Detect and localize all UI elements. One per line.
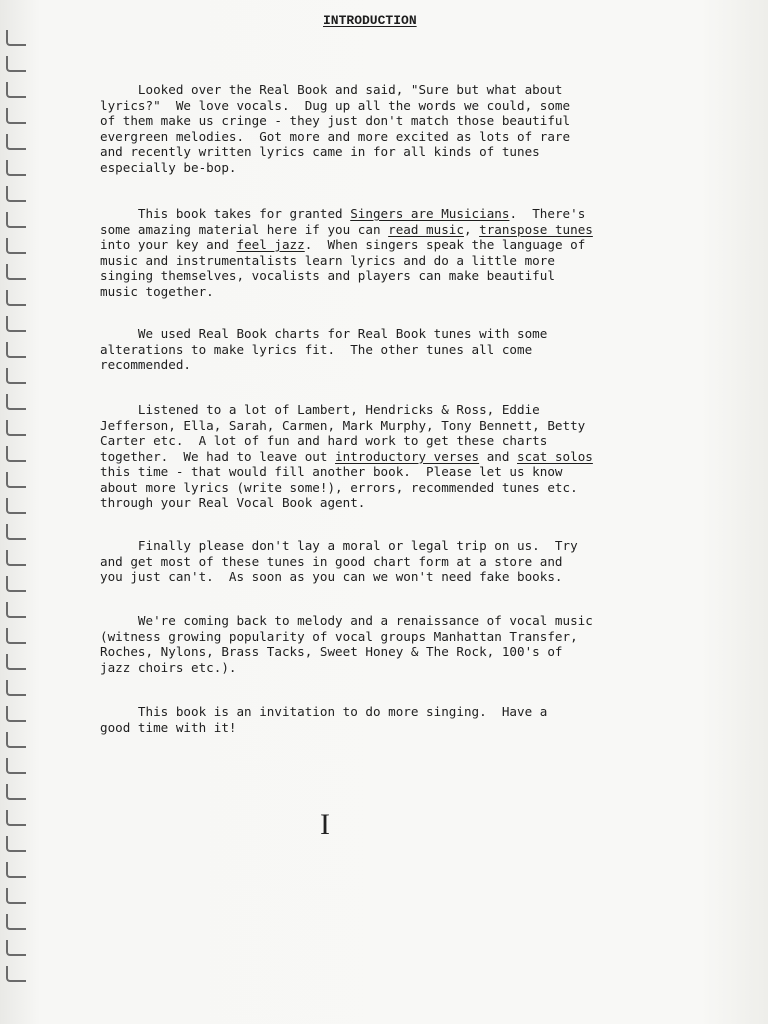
binding-ring	[6, 108, 26, 124]
underlined-phrase: feel jazz	[236, 237, 305, 252]
binding-ring	[6, 758, 26, 774]
underlined-phrase: Singers are Musicians	[350, 206, 510, 221]
binding-ring	[6, 706, 26, 722]
binding-ring	[6, 186, 26, 202]
binding-ring	[6, 524, 26, 540]
paragraph-7: This book is an invitation to do more singing. Have a good time with it!	[100, 704, 548, 735]
binding-ring	[6, 472, 26, 488]
binding-ring	[6, 316, 26, 332]
binding-ring	[6, 784, 26, 800]
binding-ring	[6, 732, 26, 748]
binding-ring	[6, 264, 26, 280]
underlined-phrase: introductory verses	[335, 448, 480, 464]
binding-ring	[6, 940, 26, 956]
paragraph-4: Listened to a lot of Lambert, Hendricks & Ross, Eddie Jefferson, Ella, Sarah, Carmen, Mark Murphy, Tony Bennett, Betty Carter etc. A lot of fun and hard work to get these charts together. We had to leave out introductory verses and scat solos this time - that would fill another book. Please let us know about more lyrics (write some!), errors, recommended tunes etc. through your Real Vocal Book agent.	[100, 402, 593, 510]
binding-ring	[6, 602, 26, 618]
binding-ring	[6, 82, 26, 98]
binding-ring	[6, 134, 26, 150]
binding-ring	[6, 420, 26, 436]
binding-ring	[6, 914, 26, 930]
binding-ring	[6, 290, 26, 306]
binding-ring	[6, 238, 26, 254]
underlined-phrase: read music	[388, 221, 464, 237]
page-title: INTRODUCTION	[323, 13, 417, 28]
binding-ring	[6, 30, 26, 46]
page-mark: I	[320, 808, 330, 841]
binding-ring	[6, 862, 26, 878]
binding-ring	[6, 160, 26, 176]
binding-ring	[6, 836, 26, 852]
spiral-binding	[0, 0, 34, 1024]
binding-ring	[6, 654, 26, 670]
paragraph-6: We're coming back to melody and a renaissance of vocal music (witness growing popularity of vocal groups Manhattan Transfer, Roches, Nylons, Brass Tacks, Sweet Honey & The Rock, 100's of jazz choirs etc.).	[100, 613, 593, 675]
binding-ring	[6, 212, 26, 228]
paragraph-2: This book takes for granted Singers are Musicians. There's some amazing material here if you can read music, transpose tunes into your key and feel jazz. When singers speak the language of music and instrumentalists learn lyrics and do a little more singing themselves, vocalists and players can make beautiful music together.	[100, 206, 593, 299]
underlined-phrase: scat solos	[517, 448, 593, 464]
paragraph-1: Looked over the Real Book and said, "Sure but what about lyrics?" We love vocals. Dug up all the words we could, some of them make us cringe - they just don't match those beautiful evergreen melodies. Got more and more excited as lots of rare and recently written lyrics came in for all kinds of tunes especially be-bop.	[100, 82, 571, 175]
binding-ring	[6, 680, 26, 696]
underlined-phrase: transpose tunes	[479, 221, 593, 237]
binding-ring	[6, 550, 26, 566]
binding-ring	[6, 342, 26, 358]
binding-ring	[6, 810, 26, 826]
binding-ring	[6, 966, 26, 982]
binding-ring	[6, 628, 26, 644]
binding-ring	[6, 576, 26, 592]
binding-ring	[6, 394, 26, 410]
binding-ring	[6, 368, 26, 384]
binding-ring	[6, 888, 26, 904]
binding-ring	[6, 56, 26, 72]
binding-ring	[6, 446, 26, 462]
binding-ring	[6, 498, 26, 514]
paragraph-3: We used Real Book charts for Real Book tunes with some alterations to make lyrics fit. The other tunes all come recommended.	[100, 326, 548, 372]
paragraph-5: Finally please don't lay a moral or legal trip on us. Try and get most of these tunes in good chart form at a store and you just can't. As soon as you can we won't need fake books.	[100, 538, 578, 584]
